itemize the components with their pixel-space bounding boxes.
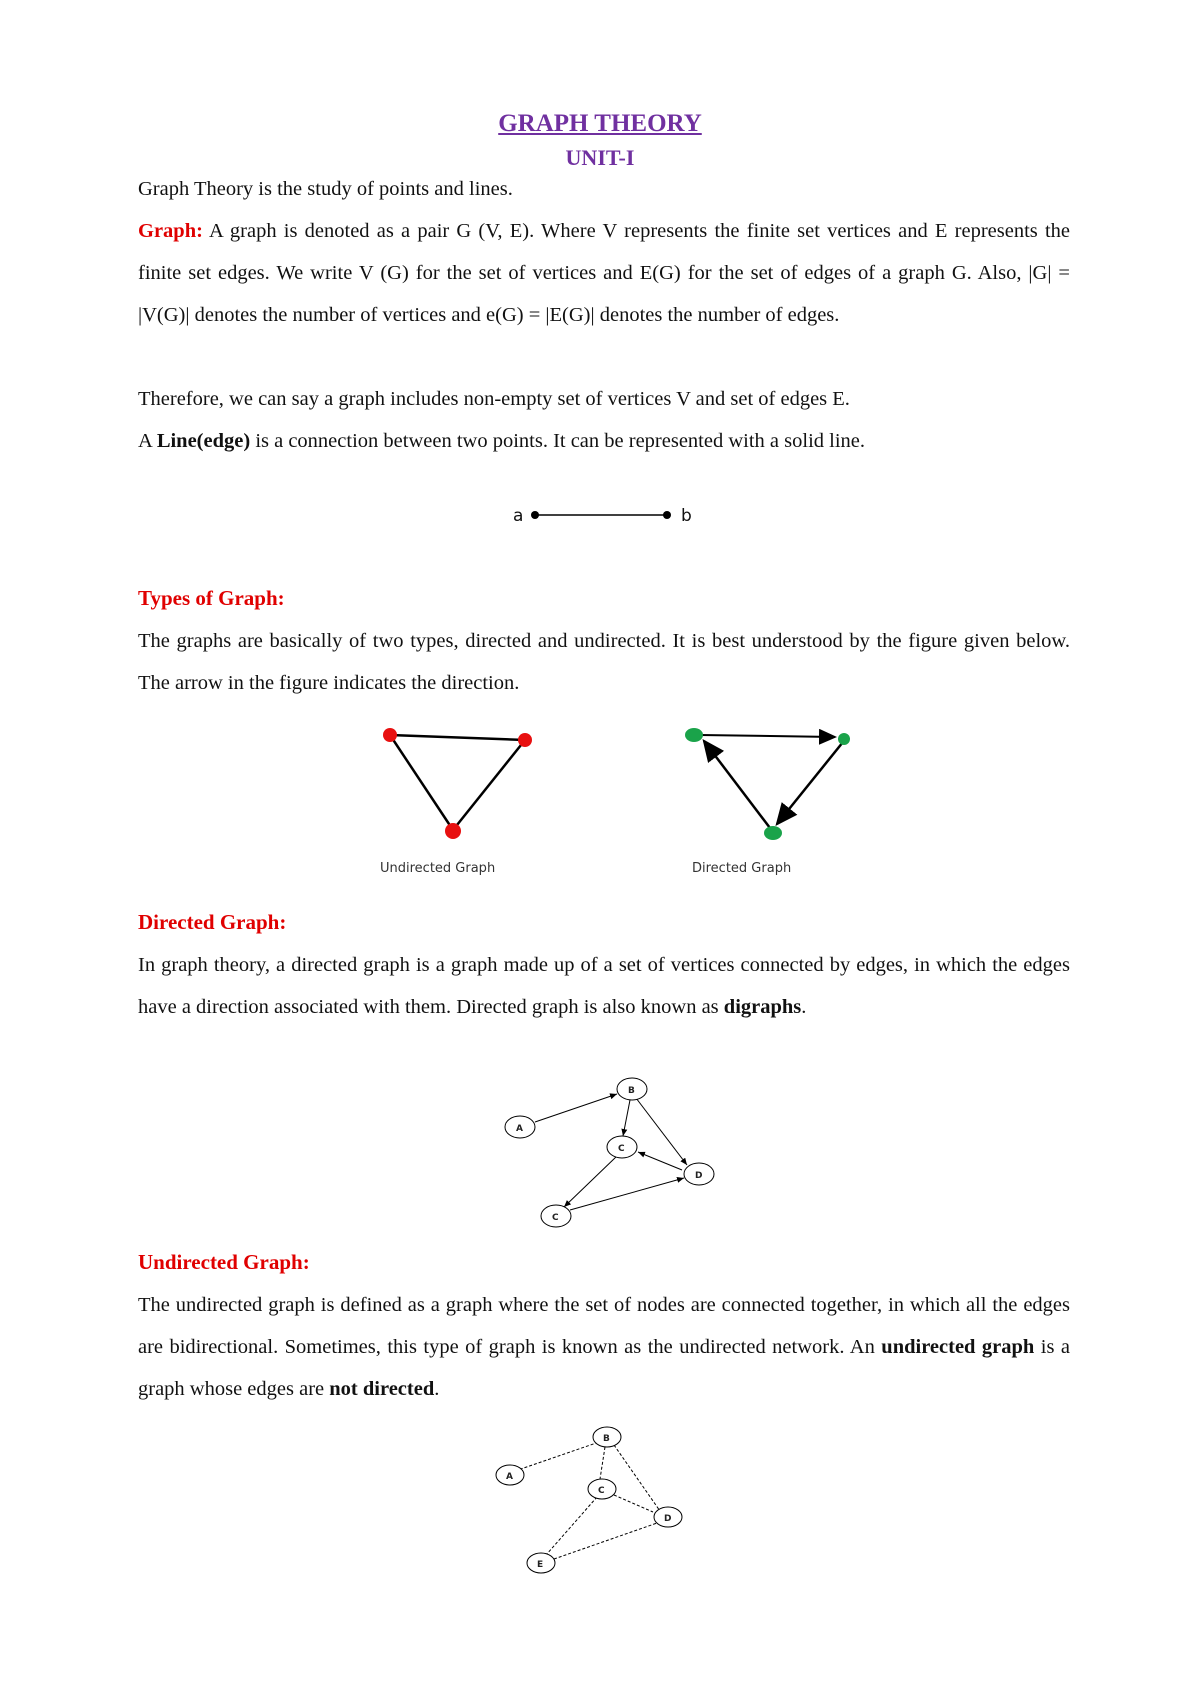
undirected-graph-term: undirected graph — [881, 1336, 1035, 1358]
directed-triangle-figure — [680, 725, 870, 875]
graph-label: Graph: — [138, 220, 203, 242]
svg-text:C: C — [552, 1213, 559, 1223]
svg-text:D: D — [695, 1171, 703, 1181]
digraphs-term: digraphs — [723, 996, 802, 1018]
svg-text:E: E — [537, 1560, 544, 1570]
line-edge-term: Line(edge) — [156, 430, 251, 452]
svg-text:A: A — [506, 1472, 513, 1482]
node-d — [654, 1507, 682, 1527]
therefore-paragraph: Therefore, we can say a graph includes non-empty set of vertices V and set of edges E. — [138, 388, 850, 410]
vertex-b-label: b — [681, 506, 692, 526]
svg-text:C: C — [598, 1486, 605, 1496]
line-edge-figure — [505, 495, 705, 535]
svg-text:C: C — [618, 1144, 625, 1154]
undirected-triangle-figure — [360, 725, 550, 875]
node-b — [593, 1427, 621, 1447]
undirected-caption: Undirected Graph — [380, 861, 496, 876]
node-red — [383, 728, 397, 742]
node-a — [496, 1465, 524, 1485]
svg-text:D: D — [664, 1514, 672, 1524]
node-green — [685, 728, 703, 742]
directed-caption: Directed Graph — [692, 861, 792, 876]
node-c — [588, 1479, 616, 1499]
not-directed-term: not directed — [329, 1378, 435, 1400]
node-e — [527, 1553, 555, 1573]
node-green — [764, 826, 782, 840]
node-e — [541, 1205, 571, 1227]
svg-text:B: B — [603, 1434, 610, 1444]
node-red — [518, 733, 532, 747]
undirected-heading: Undirected Graph: — [138, 1250, 310, 1274]
node-d — [684, 1163, 714, 1185]
node-red — [445, 823, 461, 839]
types-paragraph: The graphs are basically of two types, directed and undirected. It is best understood by the figure given below. The arrow in the figure indicates the direction. — [138, 630, 1070, 694]
intro-paragraph: Graph Theory is the study of points and lines. — [138, 178, 513, 200]
node-green — [838, 733, 850, 745]
graph-definition-text: A graph is denoted as a pair G (V, E). Where V represents the finite set vertices and E represents the finite set edges. We write V (G) for the set of vertices and E(G) for the set of edges of a graph G. Also, |G| = |V(G)| denotes the number of vertices and e(G) = |E(G)| denotes the number of edges. — [138, 220, 1070, 326]
vertex-b — [663, 511, 671, 519]
svg-text:B: B — [628, 1086, 635, 1096]
directed-graph-diagram — [500, 1070, 730, 1230]
page-subtitle: UNIT-I — [565, 145, 635, 170]
directed-heading: Directed Graph: — [138, 910, 287, 934]
node-b — [617, 1078, 647, 1100]
node-a — [505, 1116, 535, 1138]
vertex-a — [531, 511, 539, 519]
undirected-paragraph: The undirected graph is defined as a graph where the set of nodes are connected together, in which all the edges are bidirectional. Sometimes, this type of graph is known as the undirected network. An undirected graph is a graph whose edges are not directed. — [138, 1294, 1070, 1400]
undirected-graph-diagram — [490, 1415, 690, 1580]
node-c — [607, 1136, 637, 1158]
svg-text:A: A — [516, 1124, 523, 1134]
directed-paragraph: In graph theory, a directed graph is a graph made up of a set of vertices connected by edges, in which the edges have a direction associated with them. Directed graph is also known as digraphs. — [138, 954, 1070, 1018]
line-definition: A Line(edge) is a connection between two points. It can be represented with a solid line. — [138, 430, 866, 452]
vertex-a-label: a — [513, 506, 524, 526]
types-heading: Types of Graph: — [138, 586, 285, 610]
page-title: GRAPH THEORY — [498, 110, 702, 137]
graph-definition — [138, 210, 1070, 336]
